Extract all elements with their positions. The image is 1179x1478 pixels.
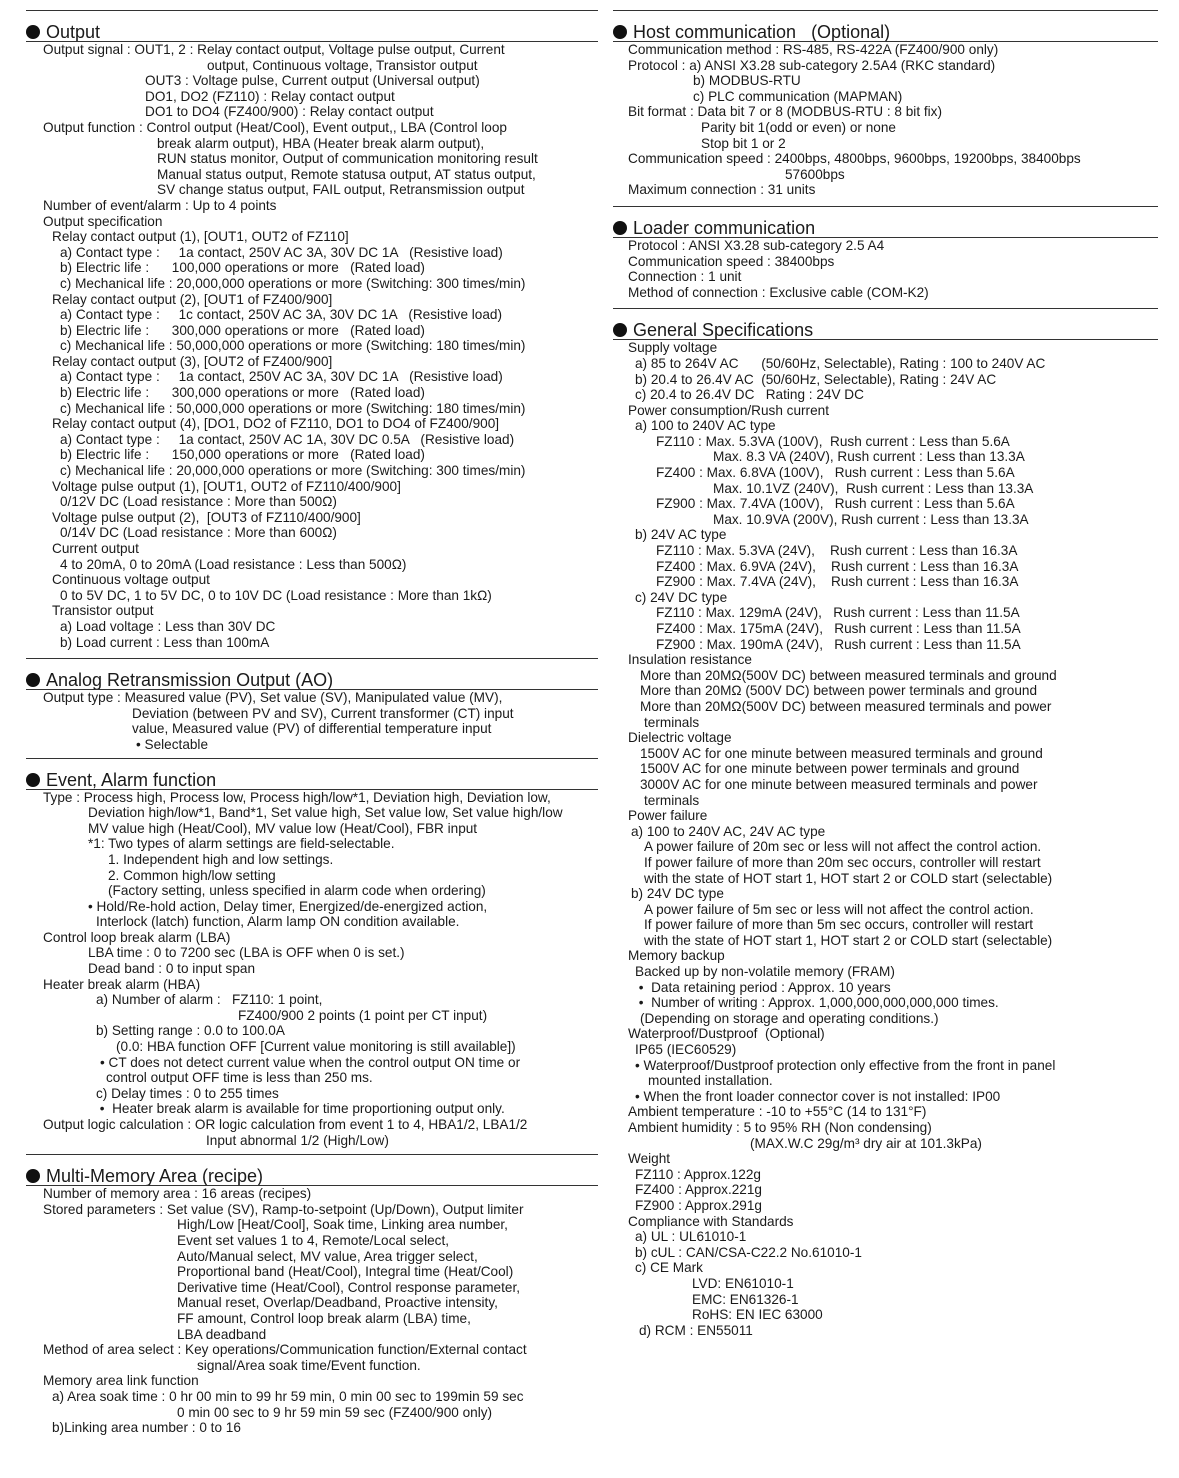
spec-line: b) 24V AC type [635,527,727,543]
bullet-icon [613,323,627,337]
spec-line: If power failure of more than 5m sec occurs, controller will restart [644,917,1034,933]
spec-line: Output logic calculation : OR logic calculation from event 1 to 4, HBA1/2, LBA1/2 [43,1117,528,1132]
spec-line: Compliance with Standards [628,1213,794,1229]
spec-line: d) RCM : EN55011 [639,1322,753,1338]
spec-line: OUT3 : Voltage pulse, Current output (Universal output) [145,73,480,89]
spec-line: FZ110 : Approx.122g [635,1166,761,1182]
section-heading [613,308,1158,339]
spec-line: 0/12V DC (Load resistance : More than 500Ω) [60,494,337,510]
spec-line: b) cUL : CAN/CSA-C22.2 No.61010-1 [635,1244,862,1260]
spec-line: Parity bit 1(odd or even) or none [701,119,896,135]
spec-line: Relay contact output (3), [OUT2 of FZ400/900] [52,353,333,369]
section-multi-memory-area-recipe [26,1154,598,1436]
spec-line: Interlock (latch) function, Alarm lamp ON condition available. [96,914,460,930]
spec-line: a) Area soak time : 0 hr 00 min to 99 hr 59 min, 0 min 00 sec to 199min 59 sec [52,1388,524,1404]
section-analog-retransmission-output-ao [26,658,598,752]
spec-line: b) Load current : Less than 100mA [60,634,270,650]
spec-line: Control loop break alarm (LBA) [43,929,231,945]
spec-line: Deviation (between PV and SV), Current transformer (CT) input [132,705,514,721]
spec-line: More than 20MΩ(500V DC) between measured terminals and power [640,698,1052,714]
spec-line: Communication method : RS-485, RS-422A (FZ400/900 only) [628,42,999,57]
spec-line: c) 20.4 to 26.4V DC Rating : 24V DC [635,387,864,403]
spec-line: c) Mechanical life : 50,000,000 operations or more (Switching: 180 times/min) [60,400,526,416]
section-loader-communication [613,206,1158,300]
section-general-specifications [613,308,1158,1338]
spec-line: c) Mechanical life : 50,000,000 operations or more (Switching: 180 times/min) [60,338,526,354]
spec-line: Power failure [628,808,708,824]
spec-line: (Factory setting, unless specified in alarm code when ordering) [108,883,486,899]
spec-line: c) PLC communication (MAPMAN) [693,88,903,104]
section-output [26,10,598,650]
spec-line: a) 100 to 240V AC, 24V AC type [631,823,826,839]
spec-line: a) Number of alarm : FZ110: 1 point, [96,992,323,1008]
spec-line: a) Contact type : 1c contact, 250V AC 3A, 30V DC 1A (Resistive load) [60,307,503,323]
spec-line: 4 to 20mA, 0 to 20mA (Load resistance : Less than 500Ω) [60,556,407,572]
spec-line: Manual status output, Remote statusa output, AT status output, [157,166,536,182]
spec-line: Method of area select : Key operations/Communication function/External contact [43,1342,527,1358]
spec-line: Method of connection : Exclusive cable (COM-K2) [628,284,929,300]
spec-line: Relay contact output (1), [OUT1, OUT2 of FZ110] [52,229,349,245]
spec-line: a) UL : UL61010-1 [635,1229,747,1245]
spec-line: Communication speed : 2400bps, 4800bps, 9600bps, 19200bps, 38400bps [628,151,1081,167]
section-heading [613,10,1158,41]
bullet-icon [613,221,627,235]
spec-line: Power consumption/Rush current [628,402,829,418]
spec-line: b) Electric life : 300,000 operations or more (Rated load) [60,385,425,401]
spec-line: (Depending on storage and operating conditions.) [640,1010,939,1026]
spec-line: a) Contact type : 1a contact, 250V AC 3A, 30V DC 1A (Resistive load) [60,244,503,260]
spec-line: Bit format : Data bit 7 or 8 (MODBUS-RTU : 8 bit fix) [628,104,942,120]
section-host-communication-optional [613,10,1158,198]
spec-line: b) MODBUS-RTU [693,73,801,89]
spec-line: b) 24V DC type [631,886,724,902]
spec-line: Protocol : a) ANSI X3.28 sub-category 2.5A4 (RKC standard) [628,57,996,73]
spec-line: FZ900 : Approx.291g [635,1197,762,1213]
spec-line: b) Electric life : 150,000 operations or more (Rated load) [60,447,425,463]
spec-line: 1500V AC for one minute between measured terminals and ground [640,745,1043,761]
spec-line: Derivative time (Heat/Cool), Control response parameter, [177,1279,521,1295]
spec-line: b)Linking area number : 0 to 16 [52,1420,241,1436]
spec-line: Communication speed : 38400bps [628,253,835,269]
spec-line: Continuous voltage output [52,572,210,588]
section-title: Loader communication [633,217,816,238]
spec-line: Weight [628,1151,671,1167]
section-title: Host communication (Optional) [633,22,891,42]
spec-line: FZ110 : Max. 5.3VA (24V), Rush current : Less than 16.3A [656,543,1018,559]
spec-line: Max. 10.1VZ (240V), Rush current : Less than 13.3A [713,480,1034,496]
spec-line: (0.0: HBA function OFF [Current value monitoring is still available]) [116,1039,516,1055]
left-column [26,10,598,1436]
spec-line: a) 100 to 240V AC type [635,418,776,434]
spec-line: Voltage pulse output (1), [OUT1, OUT2 of FZ110/400/900] [52,478,401,494]
spec-line: SV change status output, FAIL output, Retransmission output [157,182,525,198]
spec-line: FZ400 : Max. 175mA (24V), Rush current : Less than 11.5A [656,621,1021,636]
spec-line: FZ900 : Max. 190mA (24V), Rush current : Less than 11.5A [656,636,1021,652]
spec-line: Max. 8.3 VA (240V), Rush current : Less than 13.3A [713,449,1025,465]
spec-line: Ambient temperature : -10 to +55°C (14 to 131°F) [628,1104,927,1120]
spec-line: Current output [52,541,139,556]
spec-line: Manual reset, Overlap/Deadband, Proactive intensity, [177,1295,498,1311]
spec-line: break alarm output), HBA (Heater break alarm output), [157,135,485,151]
spec-line: IP65 (IEC60529) [635,1042,737,1058]
spec-line: terminals [644,714,700,730]
spec-line: RUN status monitor, Output of communication monitoring result [157,151,538,167]
spec-line: • Waterproof/Dustproof protection only effective from the front in panel [635,1057,1056,1073]
spec-line: FZ400 : Max. 6.8VA (100V), Rush current : Less than 5.6A [656,465,1015,481]
bullet-icon [26,673,40,687]
spec-line: c) 24V DC type [635,589,728,605]
spec-line: b) Electric life : 300,000 operations or more (Rated load) [60,322,425,338]
spec-line: Maximum connection : 31 units [628,182,816,198]
spec-line: More than 20MΩ (500V DC) between power terminals and ground [640,683,1038,699]
spec-line: Dead band : 0 to input span [88,961,256,977]
spec-line: c) Mechanical life : 20,000,000 operations or more (Switching: 300 times/min) [60,463,526,479]
spec-line: Relay contact output (2), [OUT1 of FZ400/900] [52,291,333,307]
spec-line: Backed up by non-volatile memory (FRAM) [635,964,895,980]
spec-line: • Heater break alarm is available for time proportioning output only. [96,1101,505,1117]
spec-line: Connection : 1 unit [628,269,742,285]
spec-line: Memory backup [628,948,725,964]
bullet-icon [613,25,627,39]
spec-line: Output type : Measured value (PV), Set value (SV), Manipulated value (MV), [43,690,503,706]
spec-line: control output OFF time is less than 250 ms. [106,1070,373,1086]
section-title: General Specifications [633,320,814,341]
spec-line: DO1 to DO4 (FZ400/900) : Relay contact output [145,104,434,120]
section-title: Analog Retransmission Output (AO) [46,670,334,691]
spec-line: Output function : Control output (Heat/Cool), Event output,, LBA (Control loop [43,119,507,135]
spec-line: 57600bps [785,166,845,182]
spec-line: Event set values 1 to 4, Remote/Local select, [177,1232,450,1248]
spec-line: FZ110 : Max. 5.3VA (100V), Rush current : Less than 5.6A [656,433,1010,449]
section-heading [26,10,598,41]
spec-line: Supply voltage [628,340,718,356]
bullet-icon [26,1169,40,1183]
section-heading [26,1154,598,1185]
spec-line: A power failure of 20m sec or less will not affect the control action. [644,839,1042,855]
spec-line: 1. Independent high and low settings. [108,851,334,867]
spec-line: Memory area link function [43,1373,199,1389]
spec-line: • Hold/Re-hold action, Delay timer, Energized/de-energized action, [88,898,488,914]
spec-line: If power failure of more than 20m sec occurs, controller will restart [644,854,1041,870]
spec-line: FZ900 : Max. 7.4VA (24V), Rush current : Less than 16.3A [656,574,1019,590]
spec-line: Transistor output [52,603,154,619]
spec-line: a) Load voltage : Less than 30V DC [60,618,276,634]
section-event-alarm-function [26,758,598,1149]
spec-line: Waterproof/Dustproof (Optional) [628,1026,825,1042]
bullet-icon [26,25,40,39]
spec-line: Type : Process high, Process low, Process high/low*1, Deviation high, Deviation low, [43,789,551,805]
spec-line: a) Contact type : 1a contact, 250V AC 3A, 30V DC 1A (Resistive load) [60,369,503,385]
spec-line: Max. 10.9VA (200V), Rush current : Less than 13.3A [713,511,1029,527]
spec-line: FZ900 : Max. 7.4VA (100V), Rush current : Less than 5.6A [656,496,1015,512]
spec-line: Auto/Manual select, MV value, Area trigger select, [177,1248,478,1264]
spec-line: output, Continuous voltage, Transistor output [207,57,478,73]
spec-line: c) Delay times : 0 to 255 times [96,1085,279,1101]
spec-line: with the state of HOT start 1, HOT start 2 or COLD start (selectable) [644,870,1053,886]
spec-line: More than 20MΩ(500V DC) between measured terminals and ground [640,667,1057,683]
section-title: Event, Alarm function [46,769,217,790]
spec-line: Output specification [43,213,163,229]
spec-line: a) Contact type : 1a contact, 250V AC 1A, 30V DC 0.5A (Resistive load) [60,431,515,447]
spec-line: c) Mechanical life : 20,000,000 operations or more (Switching: 300 times/min) [60,275,526,291]
spec-line: FZ400 : Approx.221g [635,1182,762,1198]
spec-line: LBA deadband [177,1326,267,1342]
spec-line: Relay contact output (4), [DO1, DO2 of FZ110, DO1 to DO4 of FZ400/900] [52,416,500,432]
spec-line: MV value high (Heat/Cool), MV value low (Heat/Cool), FBR input [88,820,478,836]
spec-line: signal/Area soak time/Event function. [197,1357,421,1373]
spec-line: LVD: EN61010-1 [692,1275,794,1291]
spec-line: value, Measured value (PV) of differential temperature input [132,721,492,737]
spec-line: FZ400/900 2 points (1 point per CT input) [238,1007,488,1023]
spec-line: terminals [644,792,700,808]
spec-line: Proportional band (Heat/Cool), Integral time (Heat/Cool) [177,1264,514,1280]
spec-line: • Selectable [136,736,209,752]
spec-line: • Data retaining period : Approx. 10 years [635,979,891,995]
spec-line: Number of event/alarm : Up to 4 points [43,197,277,213]
spec-line: Ambient humidity : 5 to 95% RH (Non condensing) [628,1120,932,1135]
spec-line: 0 to 5V DC, 1 to 5V DC, 0 to 10V DC (Load resistance : More than 1kΩ) [60,587,492,603]
spec-line: 0/14V DC (Load resistance : More than 600Ω) [60,525,337,541]
spec-line: 2. Common high/low setting [108,867,276,883]
spec-line: Dielectric voltage [628,730,732,746]
spec-line: • Number of writing : Approx. 1,000,000,000,000,000 times. [635,995,999,1011]
spec-line: Heater break alarm (HBA) [43,976,201,992]
spec-line: b) Setting range : 0.0 to 100.0A [96,1023,285,1039]
spec-line: Protocol : ANSI X3.28 sub-category 2.5 A4 [628,237,885,253]
spec-line: FZ110 : Max. 129mA (24V), Rush current : Less than 11.5A [656,605,1020,621]
spec-line: LBA time : 0 to 7200 sec (LBA is OFF when 0 is set.) [88,945,405,961]
spec-line: Deviation high/low*1, Band*1, Set value high, Set value low, Set value high/low [88,805,563,821]
spec-line: 0 min 00 sec to 9 hr 59 min 59 sec (FZ400/900 only) [177,1404,493,1420]
spec-line: 3000V AC for one minute between measured terminals and power [640,776,1038,792]
spec-line: *1: Two types of alarm settings are field-selectable. [88,836,395,852]
section-heading [613,206,1158,237]
spec-line: • CT does not detect current value when the control output ON time or [100,1054,521,1070]
section-title: Output [46,22,101,42]
spec-line: Stop bit 1 or 2 [701,135,786,151]
spec-line: Number of memory area : 16 areas (recipes) [43,1186,312,1202]
spec-line: FZ400 : Max. 6.9VA (24V), Rush current : Less than 16.3A [656,558,1019,574]
spec-line: • When the front loader connector cover is not installed: IP00 [635,1088,1001,1104]
spec-line: c) CE Mark [635,1260,703,1276]
spec-line: Stored parameters : Set value (SV), Ramp-to-setpoint (Up/Down), Output limiter [43,1201,524,1217]
spec-line: Voltage pulse output (2), [OUT3 of FZ110/400/900] [52,509,361,525]
spec-line: FF amount, Control loop break alarm (LBA) time, [177,1310,471,1326]
spec-line: 1500V AC for one minute between power terminals and ground [640,761,1020,777]
spec-line: A power failure of 5m sec or less will not affect the control action. [644,901,1034,917]
spec-line: Output signal : OUT1, 2 : Relay contact output, Voltage pulse output, Current [43,42,505,57]
spec-line: a) 85 to 264V AC (50/60Hz, Selectable), Rating : 100 to 240V AC [635,355,1046,371]
section-title: Multi-Memory Area (recipe) [46,1166,264,1187]
bullet-icon [26,773,40,787]
spec-line: b) 20.4 to 26.4V AC (50/60Hz, Selectable), Rating : 24V AC [635,371,997,387]
section-heading [26,658,598,689]
spec-line: EMC: EN61326-1 [692,1291,799,1307]
spec-line: DO1, DO2 (FZ110) : Relay contact output [145,88,395,104]
spec-line: b) Electric life : 100,000 operations or more (Rated load) [60,260,425,276]
section-heading [26,758,598,789]
spec-line: with the state of HOT start 1, HOT start 2 or COLD start (selectable) [644,932,1053,948]
spec-line: Input abnormal 1/2 (High/Low) [206,1132,389,1148]
spec-line: (MAX.W.C 29g/m³ dry air at 101.3kPa) [750,1135,982,1151]
right-column [613,10,1158,1338]
spec-line: High/Low [Heat/Cool], Soak time, Linking area number, [177,1217,508,1233]
spec-line: Insulation resistance [628,652,752,668]
spec-line: mounted installation. [648,1073,773,1089]
spec-line: RoHS: EN IEC 63000 [692,1307,823,1323]
